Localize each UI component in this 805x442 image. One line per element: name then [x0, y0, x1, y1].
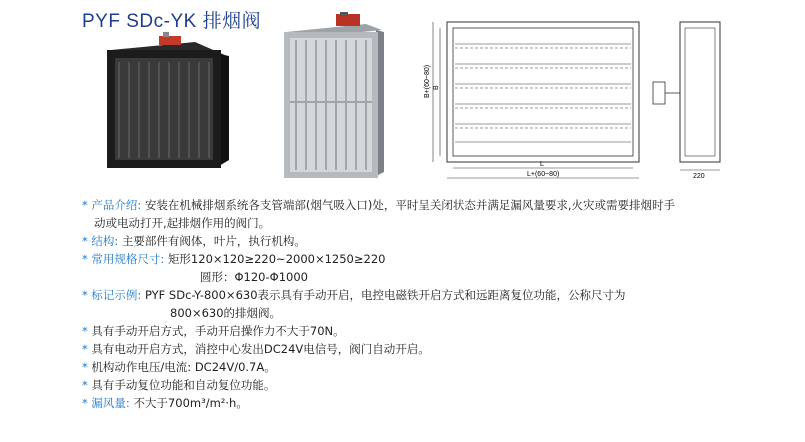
bullet: * — [82, 378, 88, 392]
leak-text: 不大于700m³/m²·h。 — [133, 396, 248, 410]
bullet: * — [82, 360, 88, 374]
bullet: * — [82, 198, 88, 212]
spec-leak — [82, 394, 797, 412]
bullet: * — [82, 234, 88, 248]
bullet: * — [82, 396, 88, 410]
dim-b-plus: B+(60~80) — [424, 64, 431, 98]
feature-2-text: 具有电动开启方式，消控中心发出DC24V电信号，阀门自动开启。 — [91, 342, 430, 356]
spec-feature-1 — [82, 322, 797, 340]
spec-feature-3 — [82, 376, 797, 394]
bullet: * — [82, 324, 88, 338]
intro-label: 产品介绍: — [91, 198, 142, 212]
spec-marking — [82, 286, 797, 304]
size-label: 常用规格尺寸: — [91, 252, 165, 266]
dim-depth: 220 — [693, 173, 705, 180]
leak-label: 漏风量: — [91, 396, 130, 410]
spec-voltage — [82, 358, 797, 376]
spec-size-round — [82, 268, 797, 286]
silver-damper-photo — [280, 12, 388, 180]
feature-1-text: 具有手动开启方式，手动开启操作力不大于70N。 — [91, 324, 345, 338]
marking-label: 标记示例: — [91, 288, 142, 302]
intro-text: 安装在机械排烟系统各支管端部(烟气吸入口)处，平时呈关闭状态并满足漏风量要求,火灾或需要排烟时手 — [144, 198, 676, 212]
black-damper-photo — [97, 32, 237, 177]
bullet: * — [82, 288, 88, 302]
dim-l-plus: L+(60~80) — [527, 171, 560, 178]
marking-text: PYF SDc-Y-800×630表示具有手动开启，电控电磁铁开启方式和远距离复位功能，公称尺寸为 — [144, 288, 626, 302]
spec-intro — [82, 196, 797, 214]
spec-size — [82, 250, 797, 268]
size-round: 圆形：Φ120-Φ1000 — [200, 270, 308, 284]
spec-marking-cont — [82, 304, 797, 322]
spec-structure — [82, 232, 797, 250]
structure-text: 主要部件有阀体，叶片，执行机构。 — [121, 234, 306, 248]
feature-3-text: 具有手动复位功能和自动复位功能。 — [91, 378, 276, 392]
spec-intro-cont — [82, 214, 797, 232]
damper-technical-drawing — [425, 18, 785, 192]
dim-l: L — [540, 161, 544, 168]
structure-label: 结构: — [91, 234, 119, 248]
intro-text-cont: 动或电动打开,起排烟作用的阀门。 — [94, 216, 271, 230]
voltage-text: DC24V/0.7A。 — [194, 360, 276, 374]
bullet: * — [82, 252, 88, 266]
voltage-label: 机构动作电压/电流: — [91, 360, 192, 374]
bullet: * — [82, 342, 88, 356]
spec-feature-2 — [82, 340, 797, 358]
size-rect: 矩形120×120≥220~2000×1250≥220 — [167, 252, 386, 266]
specs-list — [82, 196, 797, 412]
dim-b: B — [433, 85, 440, 90]
page-title: PYF SDc-YK 排烟阀 — [82, 11, 262, 32]
marking-text-cont: 800×630的排烟阀。 — [170, 306, 282, 320]
